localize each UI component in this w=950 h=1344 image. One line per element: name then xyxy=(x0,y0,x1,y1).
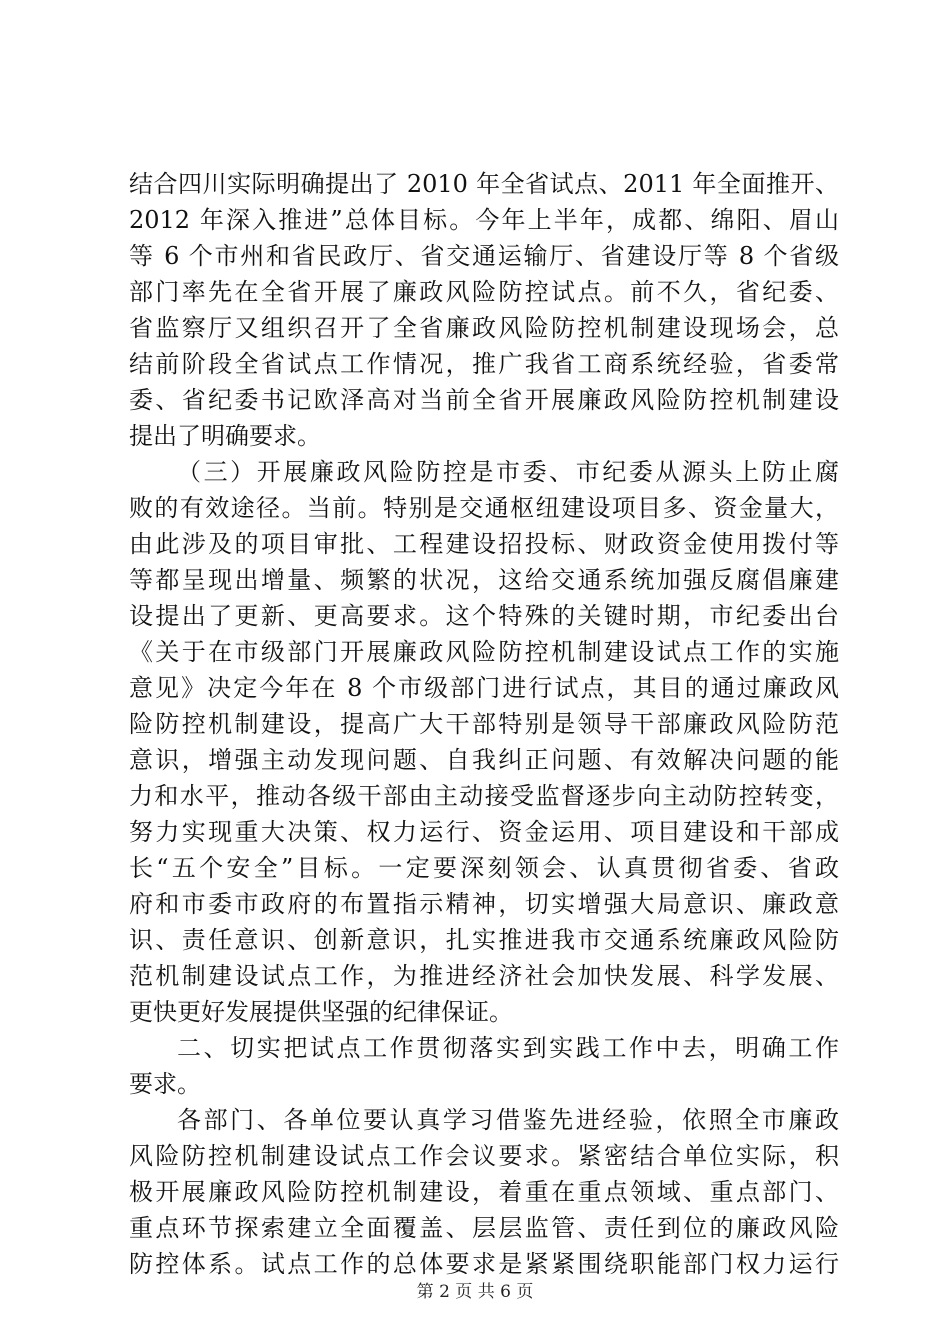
section-heading: 二、切实把试点工作贯彻落实到实践工作中去，明确工作 xyxy=(177,1034,839,1062)
text-line: 险防控机制建设，提高广大干部特别是领导干部廉政风险防范 xyxy=(129,710,839,738)
text-line: 设提出了更新、更高要求。这个特殊的关键时期，市纪委出台 xyxy=(129,602,839,630)
text-line: 结合四川实际明确提出了 2010 年全省试点、2011 年全面推开、 xyxy=(129,170,839,198)
text-line: 《关于在市级部门开展廉政风险防控机制建设试点工作的实施 xyxy=(129,638,839,666)
text-line: 力和水平，推动各级干部由主动接受监督逐步向主动防控转变， xyxy=(129,782,839,810)
text-line: 风险防控机制建设试点工作会议要求。紧密结合单位实际，积 xyxy=(129,1142,839,1170)
text-line: 意见》决定今年在 8 个市级部门进行试点，其目的通过廉政风 xyxy=(129,674,839,702)
text-line: 防控体系。试点工作的总体要求是紧紧围绕职能部门权力运行 xyxy=(129,1250,839,1278)
text-line: 更快更好发展提供坚强的纪律保证。 xyxy=(129,998,513,1026)
text-line: 府和市委市政府的布置指示精神，切实增强大局意识、廉政意 xyxy=(129,890,839,918)
text-line: 极开展廉政风险防控机制建设，着重在重点领域、重点部门、 xyxy=(129,1178,839,1206)
text-line: 重点环节探索建立全面覆盖、层层监管、责任到位的廉政风险 xyxy=(129,1214,839,1242)
page-number-footer: 第 2 页 共 6 页 xyxy=(416,1282,534,1302)
text-line: 长“五个安全”目标。一定要深刻领会、认真贯彻省委、省政 xyxy=(129,854,839,882)
text-line: 2012 年深入推进”总体目标。今年上半年，成都、绵阳、眉山 xyxy=(129,206,839,234)
paragraph-first-line: 各部门、各单位要认真学习借鉴先进经验，依照全市廉政 xyxy=(177,1106,839,1134)
text-line: 结前阶段全省试点工作情况，推广我省工商系统经验，省委常 xyxy=(129,350,839,378)
text-line: 省监察厅又组织召开了全省廉政风险防控机制建设现场会，总 xyxy=(129,314,839,342)
text-line: 提出了明确要求。 xyxy=(129,422,321,450)
text-line: 意识，增强主动发现问题、自我纠正问题、有效解决问题的能 xyxy=(129,746,839,774)
text-line: 部门率先在全省开展了廉政风险防控试点。前不久，省纪委、 xyxy=(129,278,839,306)
paragraph-first-line: （三）开展廉政风险防控是市委、市纪委从源头上防止腐 xyxy=(177,458,839,486)
section-heading-continuation: 要求。 xyxy=(129,1070,201,1098)
text-line: 努力实现重大决策、权力运行、资金运用、项目建设和干部成 xyxy=(129,818,839,846)
text-line: 等 6 个市州和省民政厅、省交通运输厅、省建设厅等 8 个省级 xyxy=(129,242,839,270)
text-line: 委、省纪委书记欧泽高对当前全省开展廉政风险防控机制建设 xyxy=(129,386,839,414)
text-line: 范机制建设试点工作，为推进经济社会加快发展、科学发展、 xyxy=(129,962,839,990)
text-line: 败的有效途径。当前。特别是交通枢纽建设项目多、资金量大， xyxy=(129,494,839,522)
text-line: 由此涉及的项目审批、工程建设招投标、财政资金使用拨付等 xyxy=(129,530,839,558)
text-line: 识、责任意识、创新意识，扎实推进我市交通系统廉政风险防 xyxy=(129,926,839,954)
text-line: 等都呈现出增量、频繁的状况，这给交通系统加强反腐倡廉建 xyxy=(129,566,839,594)
